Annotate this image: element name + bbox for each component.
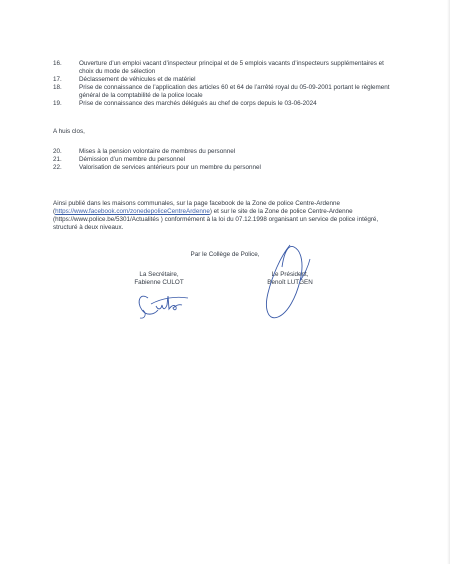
secretary-title: La Secrétaire, [139, 271, 179, 278]
secretary-block [127, 271, 191, 287]
secretary-name: Fabienne CULOT [134, 279, 184, 286]
agenda-item-text: Ouverture d’un emploi vacant d’inspecteur principal et de 5 emplois vacants d’inspecteurs supplémentaires et choix du mode de sélection [79, 60, 384, 75]
agenda-item-text: Déclassement de véhicules et de matériel [79, 75, 196, 83]
agenda-list-public [53, 60, 393, 107]
agenda-item-number: 16. [53, 60, 62, 67]
agenda-item-text: Démission d’un membre du personnel [79, 155, 186, 163]
agenda-item-text: Mises à la pension volontaire de membres du personnel [79, 148, 236, 155]
agenda-item [53, 156, 393, 164]
president-name: Benoît LUTGEN [267, 279, 313, 286]
agenda-item-number: 17. [53, 75, 62, 83]
agenda-item-text: Valorisation de services antérieurs pour un membre du personnel [79, 163, 261, 171]
agenda-item [53, 148, 393, 156]
facebook-link[interactable]: https://www.facebook.com/zonedepoliceCentreArdenne [55, 208, 210, 216]
agenda-item-number: 18. [53, 83, 62, 91]
agenda-item [53, 84, 393, 100]
publication-text-end: ) et sur le site de la Zone de police Centre-Ardenne (https://www.police.be/5301/Actualités ) conformément à la loi du 07.12.1998 organisant un service de police intégré, structuré à deux niveaux. [53, 208, 379, 232]
agenda-list-closed [53, 148, 393, 172]
college-line: Par le Collège de Police, [190, 251, 260, 258]
agenda-item-number: 19. [53, 99, 62, 107]
publication-notice [53, 200, 398, 232]
president-signature [258, 237, 328, 327]
agenda-item [53, 76, 393, 84]
closed-session-heading: A huis clos, [53, 128, 85, 135]
agenda-item [53, 164, 393, 172]
agenda-item-number: 22. [53, 163, 62, 171]
publication-text-start: Ainsi publié dans les maisons communales, sur la page facebook de la Zone de police Centre-Ardenne ( [53, 200, 341, 216]
agenda-item [53, 60, 393, 76]
agenda-item-number: 20. [53, 148, 62, 155]
agenda-item [53, 100, 393, 108]
president-title: Le Président, [271, 271, 309, 278]
agenda-item-number: 21. [53, 155, 62, 163]
agenda-item-text: Prise de connaissance de l’application des articles 60 et 64 de l’arrêté royal du 05-09-2001 portant le règlement général de la comptabilité de la police locale [79, 83, 390, 99]
agenda-item-text: Prise de connaissance des marchés délégués au chef de corps depuis le 03-06-2024 [79, 99, 317, 107]
secretary-signature [134, 286, 194, 320]
